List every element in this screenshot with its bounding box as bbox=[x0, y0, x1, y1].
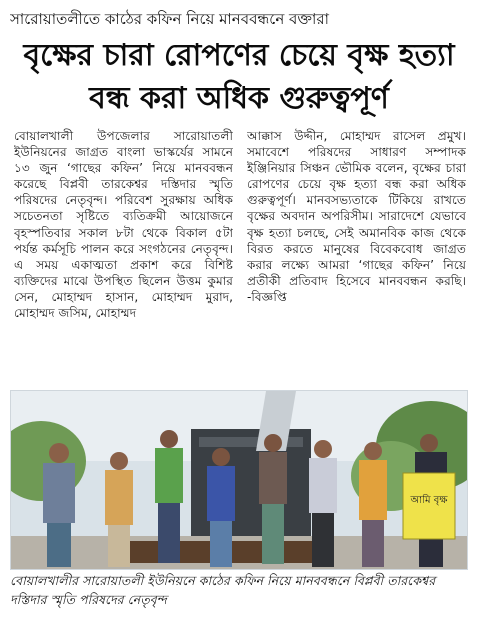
article-column-left: বোয়ালখালী উপজেলার সারোয়াতলী ইউনিয়নের জাগ্রত বাংলা ভাস্কর্যের সামনে ১৩ জুন ‘গাছের কফিন’ নিয়ে মানববন্ধন করেছে বিপ্লবী তারকেশ্বর দস্তিদার স্মৃতি পরিষদের নেতৃবৃন্দ। পরিবেশ সুরক্ষায় অধিক সচেতনতা সৃষ্টিতে ব্যতিক্রমী আয়োজনে বৃহস্পতিবার সকাল ৮টা থেকে বিকাল ৫টা পর্যন্ত কর্মসূচি পালন করে সংগঠনের নেতৃবৃন্দ। এ সময় একাত্মতা প্রকাশ করে বিশিষ্ট ব্যক্তিদের মাঝে উপস্থিত ছিলেন উত্তম কুমার সেন, মোহাম্মদ হাসান, মোহাম্মদ মুরাদ, মোহাম্মদ জসিম, মোহাম্মদ bbox=[14, 129, 233, 321]
article-headline: বৃক্ষের চারা রোপণের চেয়ে বৃক্ষ হত্যা বন্ধ করা অধিক গুরুত্বপূর্ণ bbox=[23, 38, 455, 116]
article-column-right: আক্কাস উদ্দীন, মোহাম্মদ রাসেল প্রমুখ। সমাবেশে পরিষদের সাধারণ সম্পাদক ইঞ্জিনিয়ার সিঞ্চন ভৌমিক বলেন, বৃক্ষের চারা রোপণের চেয়ে বৃক্ষ হত্যা বন্ধ করা অধিক গুরুত্বপূর্ণ। মানবসভ্যতাকে টিকিয়ে রাখতে বৃক্ষের অবদান অপরিসীম। সারাদেশে যেভাবে বৃক্ষ হত্যা চলছে, সেই অমানবিক কাজ থেকে বিরত করতে মানুষের বিবেকবোধ জাগ্রত করার লক্ষ্যে আমরা ‘গাছের কফিন’ নিয়ে প্রতীকী প্রতিবাদ হিসেবে মানববন্ধন করছি। -বিজ্ঞপ্তি bbox=[247, 129, 466, 304]
article-photo bbox=[10, 390, 468, 570]
photo-caption: বোয়ালখালীর সারোয়াতলী ইউনিয়নে কাঠের কফিন নিয়ে মানববন্ধনে বিপ্লবী তারকেশ্বর দস্তিদার স্মৃতি পরিষদের নেতৃবৃন্দ bbox=[10, 573, 436, 607]
article-kicker: সারোয়াতলীতে কাঠের কফিন নিয়ে মানববন্ধনে বক্তারা bbox=[10, 10, 329, 28]
placard-text: আমি বৃক্ষ bbox=[410, 495, 448, 506]
article-body bbox=[14, 128, 466, 386]
photo-illustration bbox=[11, 391, 468, 570]
